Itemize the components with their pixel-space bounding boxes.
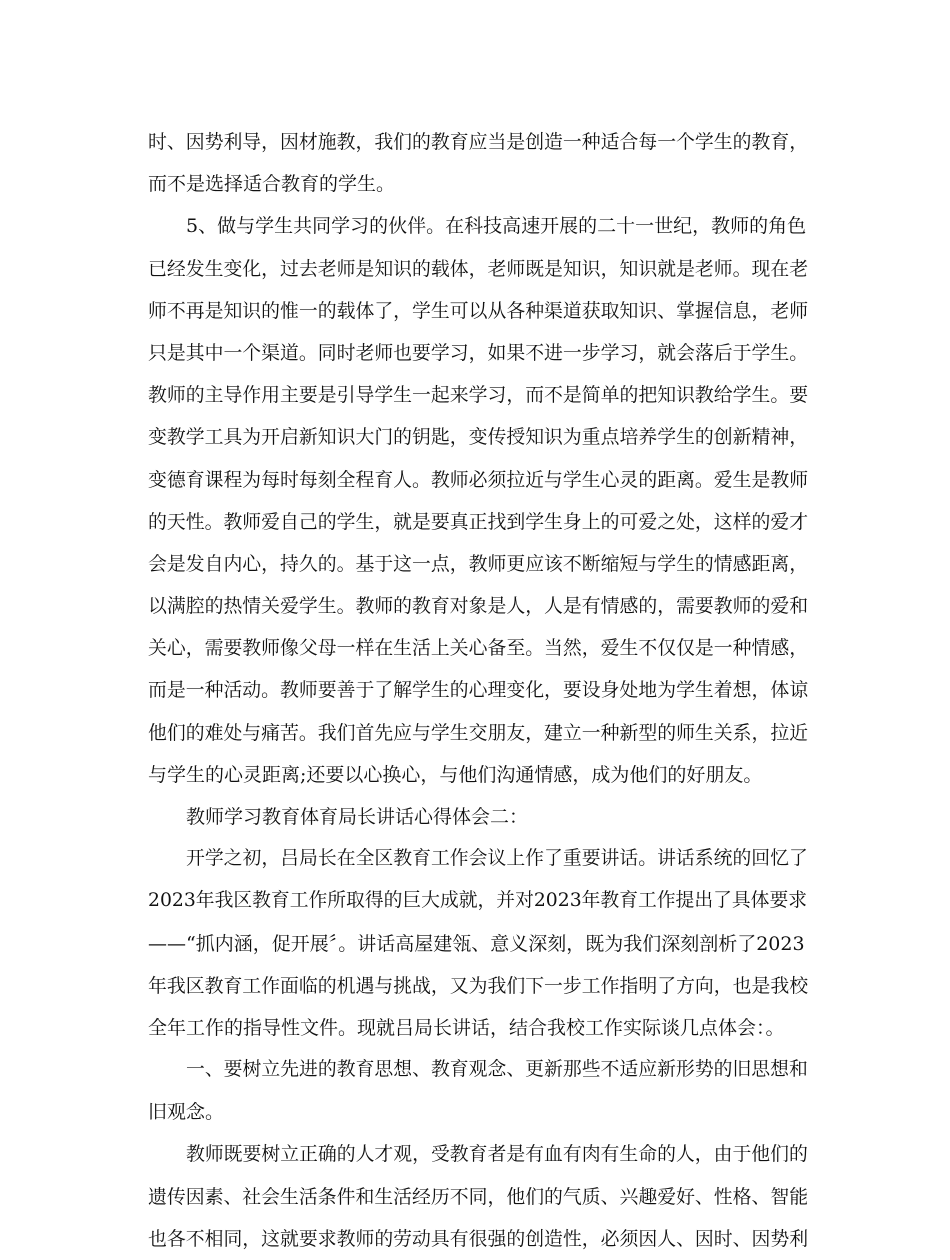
text-line: 以满腔的热情关爱学生。教师的教育对象是人，人是有情感的，需要教师的爱和 (148, 595, 809, 618)
text-line: 关心，需要教师像父母一样在生活上关心备至。当然，爱生不仅仅是一种情感， (148, 637, 809, 660)
text-line: 的天性。教师爱自己的学生，就是要真正找到学生身上的可爱之处，这样的爱才 (148, 510, 809, 533)
text-line: 变教学工具为开启新知识大门的钥匙，变传授知识为重点培养学生的创新精神， (148, 426, 809, 449)
text-line: 而不是选择适合教育的学生。 (148, 173, 396, 196)
text-line: 也各不相同，这就要求教师的劳动具有很强的创造性，必须因人、因时、因势利 (148, 1227, 809, 1250)
paragraph-first-line: 5、做与学生共同学习的伙伴。在科技高速开展的二十一世纪，教师的角色 (186, 215, 807, 238)
text-line: 遗传因素、社会生活条件和生活经历不同，他们的气质、兴趣爱好、性格、智能 (148, 1185, 809, 1208)
text-line: 会是发自内心，持久的。基于这一点，教师更应该不断缩短与学生的情感距离， (148, 552, 809, 575)
text-line: 已经发生变化，过去老师是知识的载体，老师既是知识，知识就是老师。现在老 (148, 257, 809, 280)
paragraph-first-line: 教师学习教育体育局长讲话心得体会二： (186, 806, 529, 828)
text-line: 与学生的心灵距离;还要以心换心，与他们沟通情感，成为他们的好朋友。 (148, 763, 763, 786)
text-line: 教师的主导作用主要是引导学生一起来学习，而不是简单的把知识教给学生。要 (148, 384, 809, 407)
text-line: 只是其中一个渠道。同时老师也要学习，如果不进一步学习，就会落后于学生。 (148, 341, 809, 364)
text-line: 2023年我区教育工作所取得的巨大成就，并对2023年教育工作提出了具体要求 (148, 890, 808, 912)
text-line: 全年工作的指导性文件。现就吕局长讲话，结合我校工作实际谈几点体会：。 (148, 1016, 785, 1039)
document-body (148, 121, 808, 1260)
text-line: 师不再是知识的惟一的载体了，学生可以从各种渠道获取知识、掌握信息，老师 (148, 299, 809, 322)
paragraph-first-line: 一、要树立先进的教育思想、教育观念、更新那些不适应新形势的旧思想和 (186, 1059, 808, 1081)
text-line: 他们的难处与痛苦。我们首先应与学生交朋友，建立一种新型的师生关系，拉近 (148, 721, 809, 744)
paragraph-first-line: 开学之初，吕局长在全区教育工作会议上作了重要讲话。讲话系统的回忆了 (186, 848, 808, 870)
text-line: ——“抓内涵，促开展〞。讲话高屋建瓴、意义深刻，既为我们深刻剖析了2023 (148, 932, 805, 955)
text-line: 时、因势利导，因材施教，我们的教育应当是创造一种适合每一个学生的教育， (148, 131, 809, 153)
text-line: 变德育课程为每时每刻全程育人。教师必须拉近与学生心灵的距离。爱生是教师 (148, 468, 809, 491)
paragraph-first-line: 教师既要树立正确的人才观，受教育者是有血有肉有生命的人，由于他们的 (186, 1143, 808, 1165)
text-line: 而是一种活动。教师要善于了解学生的心理变化，要设身处地为学生着想，体谅 (148, 679, 809, 702)
text-line: 年我区教育工作面临的机遇与挑战，又为我们下一步工作指明了方向，也是我校 (148, 974, 809, 997)
text-line: 旧观念。 (148, 1101, 225, 1124)
